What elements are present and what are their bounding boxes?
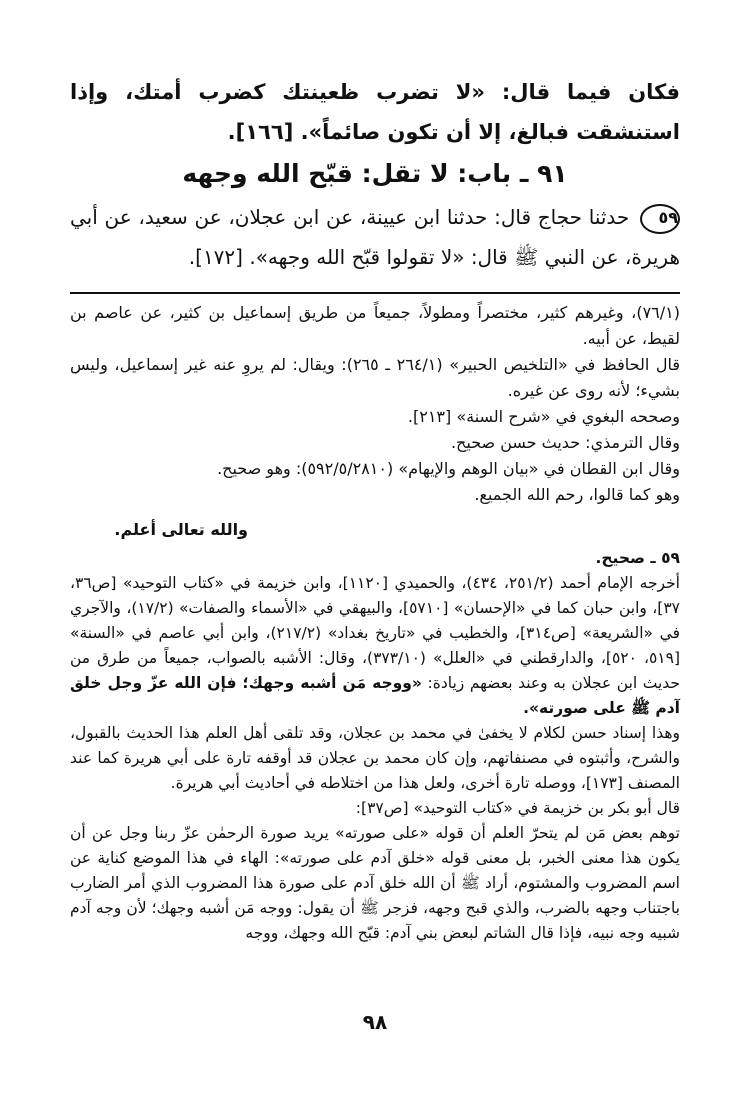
- footnote-59-paragraph-3: قال أبو بكر بن خزيمة في «كتاب التوحيد» [ص٣٧]:: [355, 799, 680, 817]
- footnote-59-label: ٥٩ ـ صحيح.: [595, 549, 680, 567]
- footnote-59-paragraph-4: توهم بعض مَن لم يتحرّ العلم أن قوله «على صورته» يريد صورة الرحمٰن عزّ ربنا وجل عن أن يكون هذا معنى الخبر، بل معنى قوله «خلق آدم على صورته»: الهاء في هذا الموضع كناية عن اسم المضروب والمشتوم، أراد ﷺ أن الله خلق آدم على صورة هذا المضروب الذي أمر الضارب باجتناب وجهه بالضرب، والذي قبح وجهه، فزجر ﷺ أن يقول: ووجه مَن أشبه وجهك؛ لأن وجه آدم شبيه وجه نبيه، فإذا قال الشاتم لبعض بني آدم: قبّح الله وجهك، ووجه: [70, 824, 680, 942]
- footnote-line: قال الحافظ في «التلخيص الحبير» (٢٦٤/١ ـ ٢٦٥): ويقال: لم يروِ عنه غير إسماعيل، وليس بشيء؛ لأنه روى عن غيره.: [70, 355, 681, 400]
- footnote-59-sources: أخرجه الإمام أحمد (٢٥١/٢، ٤٣٤)، والحميدي [١١٢٠]، وابن خزيمة في «كتاب التوحيد» [ص٣٦، ٣٧]، وابن حبان كما في «الإحسان» [٥٧١٠]، والبيهقي في «الأسماء والصفات» (١٧/٢)، والآجري في «الشريعة» [ص٣١٤]، والخطيب في «تاريخ بغداد» (٢١٧/٢)، وابن أبي عاصم في «السنة» [٥١٩، ٥٢٠]، والدارقطني في «العلل» (٣٧٣/١٠)، وقال: الأشبه بالصواب، جميعاً من طرق من حديث ابن عجلان به وعند بعضهم زيادة:: [70, 574, 681, 692]
- footnote-59-paragraph-1: [70, 571, 680, 721]
- footnote-line: وهو كما قالوا، رحم الله الجميع.: [474, 485, 680, 504]
- main-text: فكان فيما قال: «لا تضرب ظعينتك كضرب أمتك، وإذا استنشقت فبالغ، إلا أن تكون صائماً». [١٦٦].: [70, 80, 680, 144]
- page-number: ٩٨: [362, 1010, 388, 1034]
- hadith-text: حدثنا حجاج قال: حدثنا ابن عيينة، عن ابن عجلان، عن سعيد، عن أبي هريرة، عن النبي ﷺ قال: «لا تقولوا قبّح الله وجهه». [١٧٢].: [70, 205, 680, 269]
- closing-note: والله تعالى أعلم.: [114, 520, 248, 539]
- footnote-line: (٧٦/١)، وغيرهم كثير، مختصراً ومطولاً، جميعاً من طريق إسماعيل بن كثير، عن عاصم بن لقيط، عن أبيه.: [70, 303, 680, 348]
- footnote-line: وصححه البغوي في «شرح السنة» [٢١٣].: [407, 407, 680, 426]
- chapter-heading: ٩١ ـ باب: لا تقل: قبّح الله وجهه: [182, 159, 568, 188]
- footnote-59: [70, 546, 680, 946]
- footnotes-top: [70, 300, 680, 508]
- footnote-59-paragraph-2: وهذا إسناد حسن لكلام لا يخفىٰ في محمد بن عجلان، وقد تلقى أهل العلم هذا الحديث بالقبول، والشرح، وأثبتوه في مصنفاتهم، وإن كان محمد بن عجلان قد أوقفه تارة على أبي هريرة كما عند المصنف [١٧٣]، ووصله تارة أخرى، ولعل هذا من اختلاطه في أحاديث أبي هريرة.: [70, 724, 680, 792]
- footnote-59-quote: «ووجه مَن أشبه وجهك؛ فإن الله عزّ وجل خلق آدم ﷺ على صورته».: [70, 674, 680, 717]
- footnote-line: وقال ابن القطان في «بيان الوهم والإيهام» (٥٩٢/٥/٢٨١٠): وهو صحيح.: [217, 459, 680, 478]
- footnote-line: وقال الترمذي: حديث حسن صحيح.: [450, 433, 680, 452]
- hadith-59: [70, 197, 680, 277]
- footnote-divider: [70, 292, 680, 294]
- hadith-number-badge: ٥٩: [640, 204, 680, 234]
